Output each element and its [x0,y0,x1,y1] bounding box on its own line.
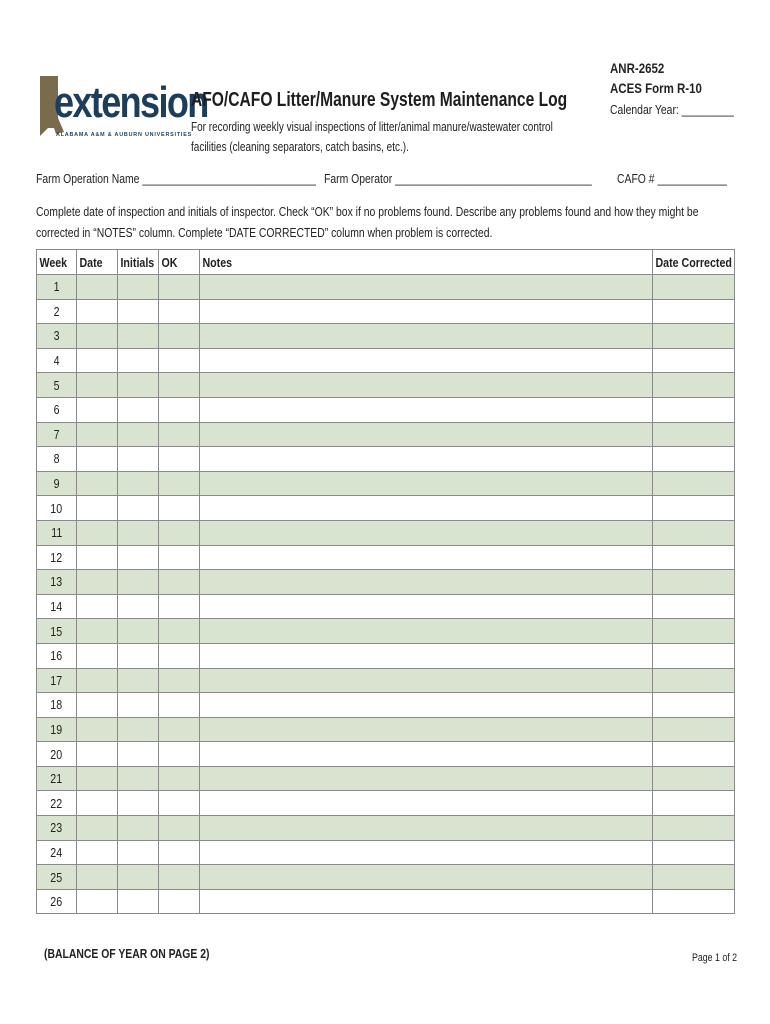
notes-cell[interactable] [200,275,653,300]
ok-cell[interactable] [159,840,200,865]
initials-cell[interactable] [118,742,159,767]
header-date-corrected: Date Corrected [653,250,735,275]
ok-cell[interactable] [159,570,200,595]
date-cell[interactable] [77,545,118,570]
date-cell[interactable] [77,397,118,422]
date-cell[interactable] [77,422,118,447]
initials-cell[interactable] [118,816,159,841]
date-cell[interactable] [77,520,118,545]
date-cell[interactable] [77,717,118,742]
ok-cell[interactable] [159,766,200,791]
week-number: 16 [50,648,63,664]
week-number: 23 [50,820,63,836]
notes-cell[interactable] [200,717,653,742]
calendar-year-field[interactable]: Calendar Year: _________ [610,102,734,117]
date-corrected-cell[interactable] [653,348,735,373]
week-cell [37,520,77,545]
table-row [37,299,735,324]
week-cell [37,643,77,668]
date-cell[interactable] [77,840,118,865]
initials-cell[interactable] [118,668,159,693]
date-cell[interactable] [77,865,118,890]
notes-cell[interactable] [200,643,653,668]
table-body [37,275,735,914]
notes-cell[interactable] [200,766,653,791]
week-number: 3 [53,328,60,344]
week-number: 26 [50,894,63,910]
week-cell [37,791,77,816]
date-corrected-cell[interactable] [653,889,735,914]
date-corrected-cell[interactable] [653,766,735,791]
week-number: 24 [50,844,63,860]
table-row [37,693,735,718]
week-cell [37,717,77,742]
date-cell[interactable] [77,324,118,349]
ok-cell[interactable] [159,619,200,644]
notes-cell[interactable] [200,299,653,324]
ok-cell[interactable] [159,496,200,521]
week-number: 13 [50,574,63,590]
notes-cell[interactable] [200,570,653,595]
page-title: AFO/CAFO Litter/Manure System Maintenance Log [191,89,568,111]
table-row [37,324,735,349]
week-cell [37,766,77,791]
table-row [37,570,735,595]
maintenance-log-table [36,249,735,914]
header-week: Week [37,250,77,275]
ok-cell[interactable] [159,447,200,472]
week-number: 21 [50,771,63,787]
week-cell [37,742,77,767]
ok-cell[interactable] [159,422,200,447]
ok-cell[interactable] [159,594,200,619]
aces-form-label: ACES Form R-10 [610,80,702,96]
initials-cell[interactable] [118,422,159,447]
date-cell[interactable] [77,348,118,373]
table-row [37,520,735,545]
table-row [37,840,735,865]
table-header-row [37,250,735,275]
initials-cell[interactable] [118,397,159,422]
ok-cell[interactable] [159,275,200,300]
notes-cell[interactable] [200,889,653,914]
date-cell[interactable] [77,619,118,644]
week-cell [37,545,77,570]
initials-cell[interactable] [118,889,159,914]
initials-cell[interactable] [118,324,159,349]
date-corrected-cell[interactable] [653,717,735,742]
week-number: 8 [53,451,60,467]
table-row [37,348,735,373]
table-row [37,643,735,668]
initials-cell[interactable] [118,373,159,398]
date-cell[interactable] [77,471,118,496]
ok-cell[interactable] [159,816,200,841]
week-cell [37,865,77,890]
notes-cell[interactable] [200,693,653,718]
farm-operator-field[interactable]: Farm Operator __________________________________ [324,171,592,186]
header-initials: Initials [118,250,159,275]
ok-cell[interactable] [159,373,200,398]
ok-cell[interactable] [159,865,200,890]
initials-cell[interactable] [118,594,159,619]
initials-cell[interactable] [118,643,159,668]
week-cell [37,889,77,914]
table-row [37,791,735,816]
date-cell[interactable] [77,791,118,816]
week-cell [37,840,77,865]
date-cell[interactable] [77,373,118,398]
initials-cell[interactable] [118,520,159,545]
notes-cell[interactable] [200,742,653,767]
date-cell[interactable] [77,889,118,914]
logo-wordmark: extension [54,78,208,127]
date-cell[interactable] [77,742,118,767]
date-cell[interactable] [77,668,118,693]
table-row [37,766,735,791]
week-cell [37,348,77,373]
week-number: 19 [50,721,63,737]
notes-cell[interactable] [200,422,653,447]
initials-cell[interactable] [118,766,159,791]
date-cell[interactable] [77,643,118,668]
table-row [37,275,735,300]
table-row [37,594,735,619]
notes-cell[interactable] [200,471,653,496]
ok-cell[interactable] [159,348,200,373]
week-cell [37,447,77,472]
notes-cell[interactable] [200,324,653,349]
ok-cell[interactable] [159,668,200,693]
ok-cell[interactable] [159,717,200,742]
initials-cell[interactable] [118,693,159,718]
table-row [37,545,735,570]
week-cell [37,619,77,644]
ok-cell[interactable] [159,742,200,767]
farm-operation-name-field[interactable]: Farm Operation Name ______________________________ [36,171,316,186]
week-number: 17 [50,672,63,688]
cafo-number-field[interactable]: CAFO # ____________ [617,171,727,186]
week-cell [37,397,77,422]
week-cell [37,275,77,300]
date-cell[interactable] [77,766,118,791]
table-row [37,447,735,472]
week-cell [37,373,77,398]
date-corrected-cell[interactable] [653,619,735,644]
date-cell[interactable] [77,594,118,619]
week-cell [37,668,77,693]
initials-cell[interactable] [118,619,159,644]
ok-cell[interactable] [159,520,200,545]
ok-cell[interactable] [159,643,200,668]
week-number: 25 [50,869,63,885]
ok-cell[interactable] [159,324,200,349]
table-row [37,397,735,422]
notes-cell[interactable] [200,397,653,422]
initials-cell[interactable] [118,840,159,865]
initials-cell[interactable] [118,299,159,324]
date-corrected-cell[interactable] [653,299,735,324]
date-corrected-cell[interactable] [653,471,735,496]
week-number: 4 [53,353,60,369]
notes-cell[interactable] [200,545,653,570]
notes-cell[interactable] [200,791,653,816]
table-row [37,742,735,767]
ok-cell[interactable] [159,791,200,816]
week-cell [37,570,77,595]
notes-cell[interactable] [200,496,653,521]
notes-cell[interactable] [200,594,653,619]
date-corrected-cell[interactable] [653,643,735,668]
ok-cell[interactable] [159,693,200,718]
header-notes: Notes [200,250,653,275]
initials-cell[interactable] [118,471,159,496]
date-corrected-cell[interactable] [653,570,735,595]
ok-cell[interactable] [159,545,200,570]
date-cell[interactable] [77,447,118,472]
notes-cell[interactable] [200,816,653,841]
date-corrected-cell[interactable] [653,693,735,718]
notes-cell[interactable] [200,348,653,373]
week-number: 15 [50,623,63,639]
week-number: 9 [53,476,60,492]
table-row [37,471,735,496]
initials-cell[interactable] [118,717,159,742]
date-corrected-cell[interactable] [653,840,735,865]
date-corrected-cell[interactable] [653,324,735,349]
ok-cell[interactable] [159,889,200,914]
date-corrected-cell[interactable] [653,742,735,767]
date-corrected-cell[interactable] [653,496,735,521]
week-cell [37,471,77,496]
notes-cell[interactable] [200,865,653,890]
date-corrected-cell[interactable] [653,865,735,890]
date-corrected-cell[interactable] [653,594,735,619]
date-corrected-cell[interactable] [653,422,735,447]
header-ok: OK [159,250,200,275]
extension-logo [36,74,208,144]
initials-cell[interactable] [118,865,159,890]
table-row [37,619,735,644]
week-number: 12 [50,549,63,565]
notes-cell[interactable] [200,668,653,693]
week-number: 1 [53,279,60,295]
week-cell [37,594,77,619]
week-number: 18 [50,697,63,713]
date-cell[interactable] [77,299,118,324]
date-cell[interactable] [77,693,118,718]
week-number: 14 [50,599,63,615]
date-corrected-cell[interactable] [653,275,735,300]
week-number: 7 [53,426,60,442]
week-number: 22 [50,795,63,811]
notes-cell[interactable] [200,840,653,865]
week-number: 10 [50,500,63,516]
date-corrected-cell[interactable] [653,545,735,570]
week-number: 5 [53,377,60,393]
date-corrected-cell[interactable] [653,373,735,398]
page-subtitle: For recording weekly visual inspections of litter/animal manure/wastewater control facilities (cleaning separators, catch basins, etc.). [191,120,553,154]
ok-cell[interactable] [159,471,200,496]
table-row [37,422,735,447]
initials-cell[interactable] [118,496,159,521]
instructions-text: Complete date of inspection and initials of inspector. Check “OK” box if no problems found. Describe any problems found and how they might be corrected in “NOTES” column. Complete “DATE CORRECTED” column when problem is corrected. [36,204,699,240]
date-cell[interactable] [77,275,118,300]
balance-note: (BALANCE OF YEAR ON PAGE 2) [44,946,210,961]
notes-cell[interactable] [200,447,653,472]
date-corrected-cell[interactable] [653,791,735,816]
date-corrected-cell[interactable] [653,816,735,841]
table-row [37,889,735,914]
ok-cell[interactable] [159,397,200,422]
date-cell[interactable] [77,816,118,841]
week-cell [37,324,77,349]
initials-cell[interactable] [118,348,159,373]
date-corrected-cell[interactable] [653,520,735,545]
week-cell [37,816,77,841]
week-cell [37,422,77,447]
notes-cell[interactable] [200,520,653,545]
date-cell[interactable] [77,570,118,595]
date-corrected-cell[interactable] [653,668,735,693]
initials-cell[interactable] [118,447,159,472]
initials-cell[interactable] [118,545,159,570]
week-cell [37,299,77,324]
notes-cell[interactable] [200,373,653,398]
date-cell[interactable] [77,496,118,521]
page-number: Page 1 of 2 [692,952,738,964]
week-number: 11 [50,525,63,541]
notes-cell[interactable] [200,619,653,644]
table-row [37,865,735,890]
logo-subtitle: ALABAMA A&M & AUBURN UNIVERSITIES [56,132,193,138]
initials-cell[interactable] [118,791,159,816]
table-row [37,496,735,521]
week-cell [37,496,77,521]
header-date: Date [77,250,118,275]
week-number: 2 [53,303,60,319]
initials-cell[interactable] [118,275,159,300]
table-row [37,668,735,693]
ok-cell[interactable] [159,299,200,324]
date-corrected-cell[interactable] [653,447,735,472]
week-number: 6 [53,402,60,418]
initials-cell[interactable] [118,570,159,595]
week-cell [37,693,77,718]
week-number: 20 [50,746,63,762]
table-row [37,717,735,742]
table-row [37,816,735,841]
form-number: ANR-2652 [610,60,665,76]
date-corrected-cell[interactable] [653,397,735,422]
table-row [37,373,735,398]
